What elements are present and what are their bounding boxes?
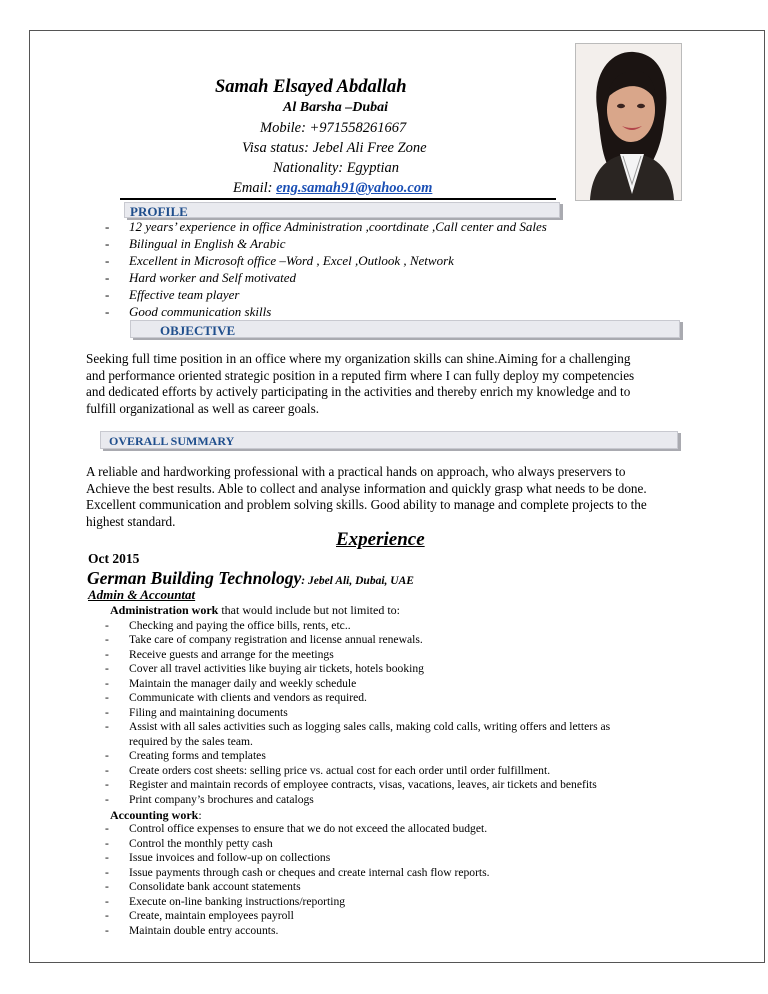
objective-text: Seeking full time position in an office where my organization skills can shine.Aiming for a challenging and performance oriented strategic position in a reputed firm where I can fully deploy my competencies and dedicated efforts by actively participating in the activities and thereby enrich my knowledge and to fulfill organizational as well as career goals.: [86, 351, 635, 416]
list-item: - Create, maintain employees payroll: [105, 909, 294, 922]
summary-text: A reliable and hardworking professional with a practical hands on approach, who always preservers to Achieve the best results. Able to collect and analyse information and quickly grasp what needs to be done. Excellent communication and problem solving skills. Good ability to manage and complete projects to the highest standard.: [86, 464, 647, 529]
email-link[interactable]: eng.samah91@yahoo.com: [276, 180, 433, 196]
experience-title: Experience: [336, 529, 425, 550]
email-line: [233, 180, 432, 197]
list-item: - Receive guests and arrange for the meetings: [105, 648, 334, 661]
list-item: - Filing and maintaining documents: [105, 706, 288, 719]
list-item: - Maintain double entry accounts.: [105, 924, 279, 937]
profile-section-header: [124, 202, 560, 218]
candidate-name: Samah Elsayed Abdallah: [215, 77, 407, 97]
list-item: - Maintain the manager daily and weekly schedule: [105, 677, 357, 690]
list-item: - Excellent in Microsoft office –Word , Excel ,Outlook , Network: [105, 253, 454, 268]
company-location: Jebel Ali, Dubai, UAE: [307, 575, 414, 587]
mobile: Mobile: +971558261667: [260, 120, 407, 136]
list-item: - Register and maintain records of employee contracts, visas, vacations, leaves, air tickets and benefits: [105, 778, 597, 791]
list-item: - 12 years’ experience in office Administration ,coortdinate ,Call center and Sales: [105, 219, 547, 234]
list-item: - Communicate with clients and vendors as required.: [105, 691, 367, 704]
profile-photo: [575, 43, 682, 201]
objective-section-header: [130, 320, 680, 338]
summary-title: OVERALL SUMMARY: [109, 434, 235, 448]
list-item: - Checking and paying the office bills, rents, etc..: [105, 619, 351, 632]
list-item: - Good communication skills: [105, 304, 272, 319]
list-item: - Consolidate bank account statements: [105, 880, 301, 893]
list-item: - Assist with all sales activities such as logging sales calls, making cold calls, writing offers and letters as: [105, 720, 611, 733]
list-item: - Create orders cost sheets: selling price vs. actual cost for each order until order fulfillment.: [105, 764, 551, 777]
list-item: - Hard worker and Self motivated: [105, 270, 297, 285]
list-item: - Bilingual in English & Arabic: [105, 236, 286, 251]
location: Al Barsha –Dubai: [283, 100, 389, 115]
list-item: - Issue invoices and follow-up on collections: [105, 851, 331, 864]
header-divider: [120, 198, 556, 200]
list-item: - Control office expenses to ensure that we do not exceed the allocated budget.: [105, 822, 488, 835]
accounting-heading: Accounting work:: [110, 808, 202, 822]
list-item-continuation: required by the sales team.: [129, 735, 253, 748]
job-role: Admin & Accountat: [88, 587, 196, 602]
list-item: - Cover all travel activities like buying air tickets, hotels booking: [105, 662, 424, 675]
job-date: Oct 2015: [88, 551, 140, 566]
visa-status: Visa status: Jebel Ali Free Zone: [242, 140, 427, 156]
company-name: German Building Technology: [87, 568, 302, 588]
list-item: - Effective team player: [105, 287, 240, 302]
profile-title: PROFILE: [130, 204, 188, 219]
nationality: Nationality: Egyptian: [273, 160, 400, 176]
list-item: - Control the monthly petty cash: [105, 837, 273, 850]
list-item: - Execute on-line banking instructions/reporting: [105, 895, 346, 908]
list-item: - Take care of company registration and license annual renewals.: [105, 633, 423, 646]
list-item: - Issue payments through cash or cheques and create internal cash flow reports.: [105, 866, 490, 879]
company-line: German Building Technology: Jebel Ali, Dubai, UAE: [87, 568, 414, 588]
list-item: - Print company’s brochures and catalogs: [105, 793, 314, 806]
objective-title: OBJECTIVE: [160, 323, 236, 338]
admin-heading: Administration work that would include but not limited to:: [110, 603, 400, 617]
list-item: - Creating forms and templates: [105, 749, 266, 762]
email-label: Email:: [233, 180, 277, 196]
summary-section-header: [100, 431, 678, 449]
